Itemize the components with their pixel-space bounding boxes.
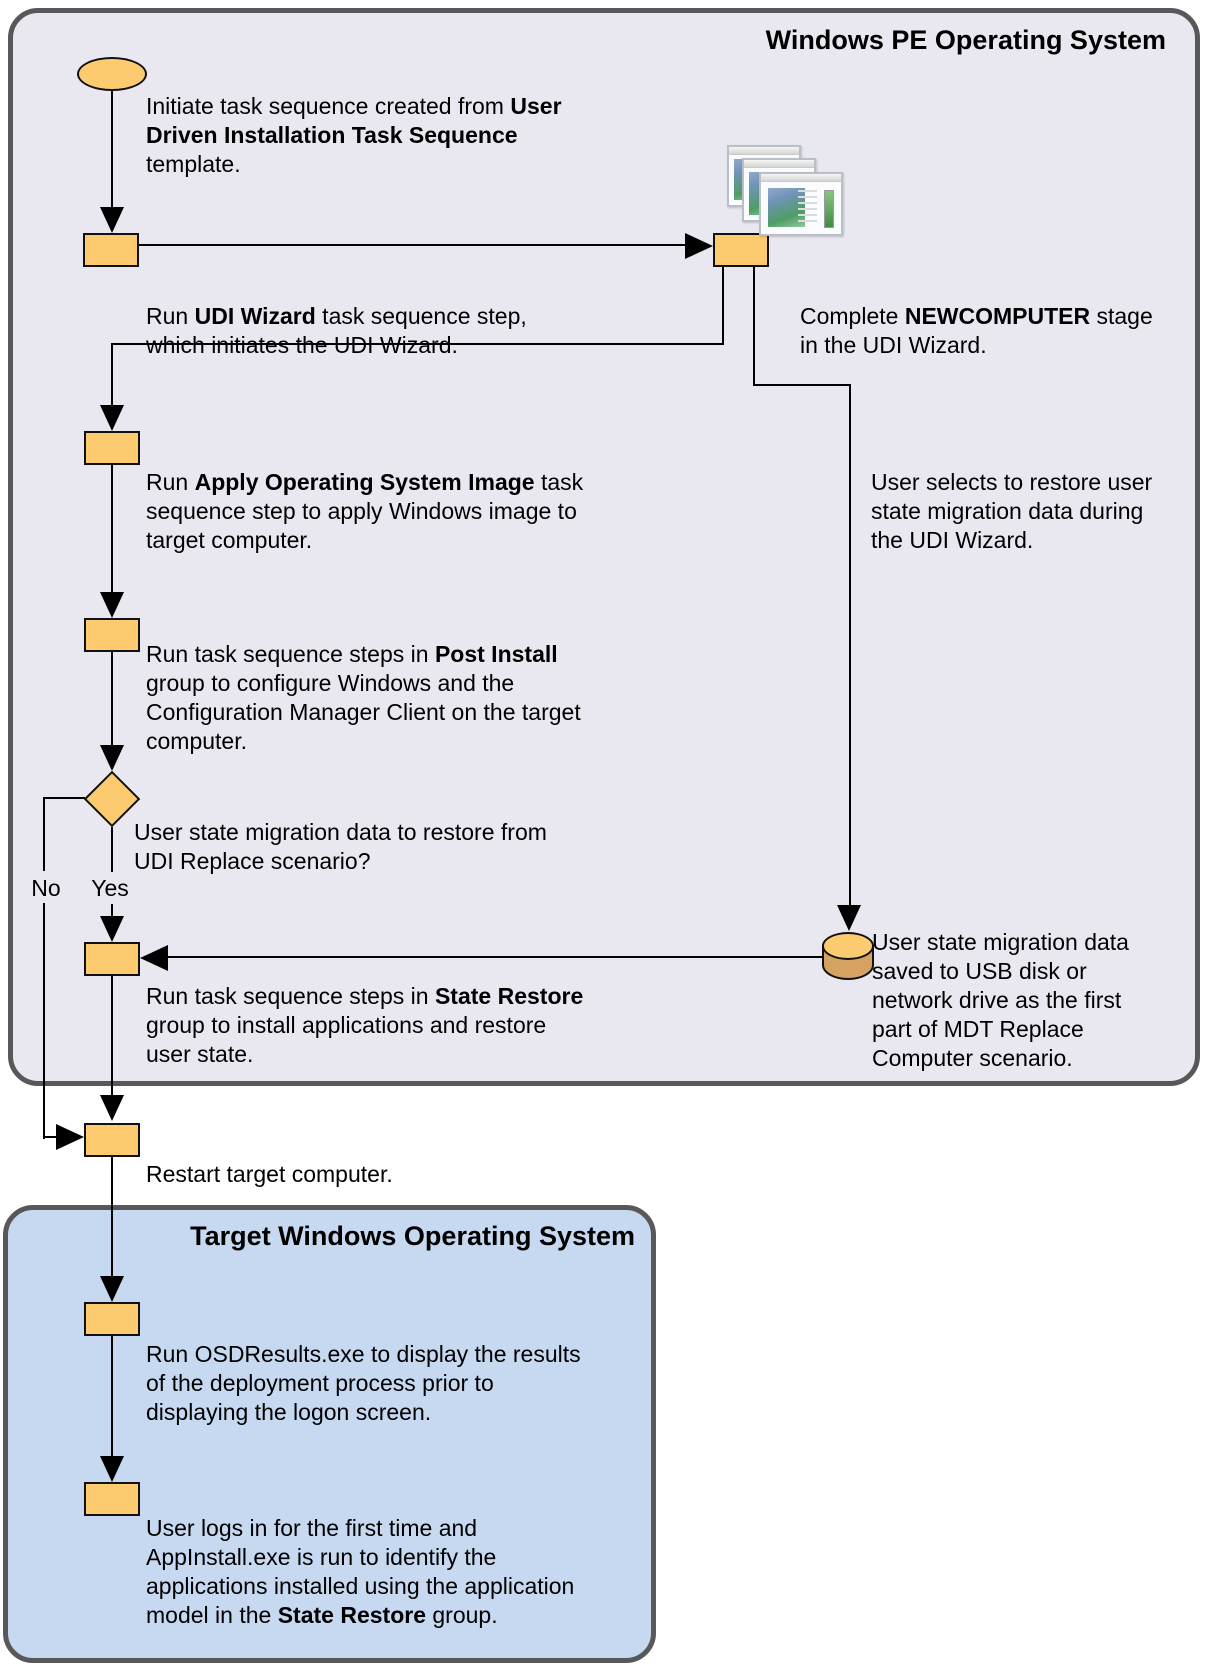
label-no: No	[31, 875, 61, 901]
connector-line-no-branch	[43, 797, 45, 871]
label-usb-save: User state migration data saved to USB disk or network drive as the first part of MDT Replace Computer scenario.	[872, 929, 1129, 1071]
arrowhead	[56, 1124, 84, 1150]
connector-line-no-branch	[44, 797, 85, 799]
step-apply-os-image	[84, 431, 140, 465]
connector-line	[111, 343, 113, 407]
arrowhead	[100, 1276, 124, 1302]
arrowhead	[100, 405, 124, 431]
step-run-osdresults	[84, 1302, 140, 1336]
pe-section-title: Windows PE Operating System	[765, 25, 1166, 55]
arrowhead	[100, 207, 124, 233]
arrowhead	[100, 1456, 124, 1482]
connector-line	[139, 244, 687, 246]
connector-line	[849, 384, 851, 906]
connector-line-yes-branch	[111, 827, 113, 872]
label-post-install: Run task sequence steps in Post Install group to configure Windows and the Configuration Manager Client on the target computer.	[146, 641, 581, 754]
connector-line	[753, 384, 851, 386]
step-state-restore	[84, 942, 140, 976]
label-state-restore: Run task sequence steps in State Restore group to install applications and restore user state.	[146, 983, 584, 1067]
arrowhead	[140, 945, 168, 971]
connector-line	[722, 267, 724, 345]
label-restart: Restart target computer.	[146, 1161, 393, 1187]
arrowhead	[837, 905, 861, 931]
connector-line	[111, 1336, 113, 1458]
connector-line	[111, 976, 113, 1097]
connector-line	[753, 267, 755, 386]
step-user-logon-appinstall	[84, 1482, 140, 1516]
arrowhead	[100, 592, 124, 618]
connector-line	[111, 90, 113, 208]
step-complete-newcomputer	[713, 233, 769, 267]
arrowhead	[100, 745, 124, 771]
label-appinstall: User logs in for the first time and AppInstall.exe is run to identify the applications installed using the application model in the State Restore group.	[146, 1515, 575, 1628]
arrowhead	[100, 1095, 124, 1121]
start-terminator	[77, 57, 147, 91]
label-apply-os-image: Run Apply Operating System Image task sequence step to apply Windows image to target computer.	[146, 469, 584, 553]
step-restart-computer	[84, 1123, 140, 1157]
arrowhead	[685, 233, 713, 259]
connector-line-no-branch	[43, 903, 45, 1139]
arrowhead	[100, 916, 124, 942]
label-decision-question: User state migration data to restore from UDI Replace scenario?	[134, 819, 547, 874]
connector-line	[111, 465, 113, 594]
label-user-selects-restore: User selects to restore user state migration data during the UDI Wizard.	[871, 469, 1153, 553]
target-section-title: Target Windows Operating System	[190, 1221, 635, 1251]
label-run-udi-wizard: Run UDI Wizard task sequence step, which initiates the UDI Wizard.	[146, 303, 527, 358]
label-osdresults: Run OSDResults.exe to display the results of the deployment process prior to displaying the logon screen.	[146, 1341, 581, 1425]
connector-line	[111, 1155, 113, 1278]
cascading-windows-icon	[727, 145, 845, 237]
window-front-icon	[759, 172, 843, 236]
label-complete-newcomputer: Complete NEWCOMPUTER stage in the UDI Wizard.	[800, 303, 1153, 358]
label-initiate-task-sequence: Initiate task sequence created from User Driven Installation Task Sequence template.	[146, 93, 562, 177]
label-yes: Yes	[91, 875, 129, 901]
step-post-install	[84, 618, 140, 652]
disk-cylinder-icon	[822, 932, 874, 960]
connector-line	[111, 652, 113, 746]
step-run-udi-wizard	[83, 233, 139, 267]
connector-line	[168, 956, 822, 958]
